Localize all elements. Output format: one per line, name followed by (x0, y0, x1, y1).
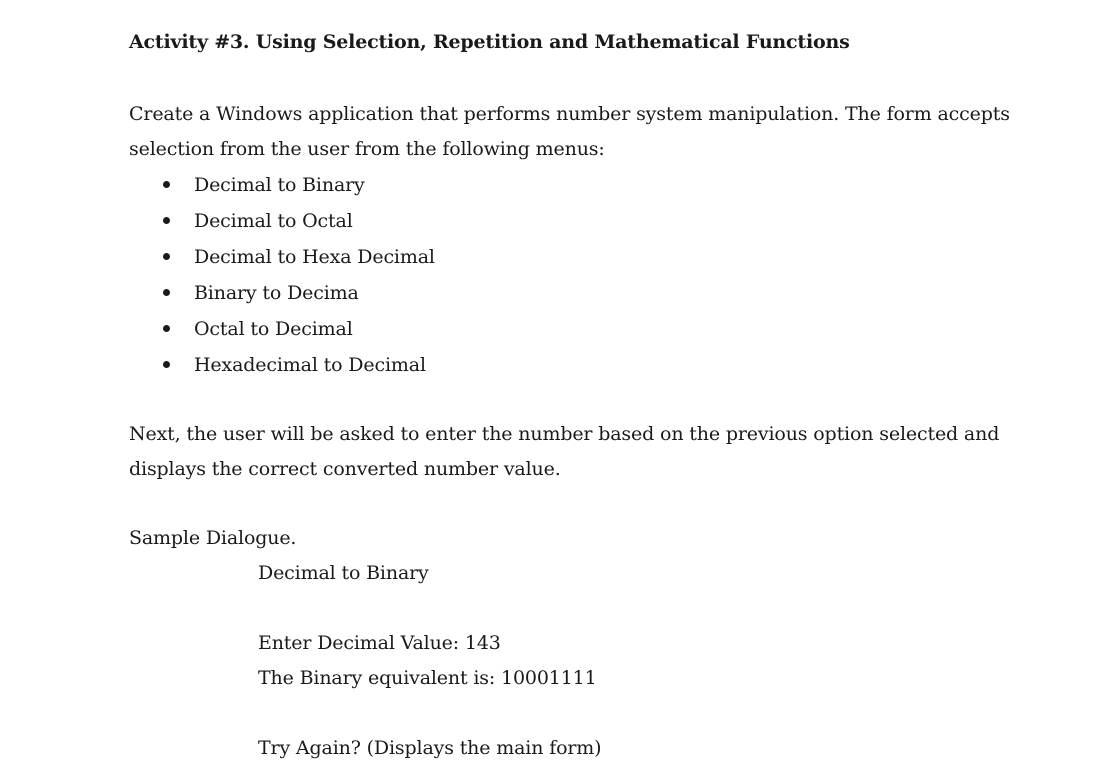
document-body (129, 28, 1049, 766)
intro-paragraph: Create a Windows application that performs number system manipulation. The form accepts selection from the user from the following menus: (129, 103, 1010, 160)
spacer (258, 591, 1049, 626)
bullet-icon (163, 253, 170, 260)
sample-result-line: The Binary equivalent is: 10001111 (258, 667, 597, 689)
bullet-icon (163, 325, 170, 332)
menu-option-label: Decimal to Octal (194, 210, 353, 232)
bullet-icon (163, 217, 170, 224)
bullet-icon (163, 181, 170, 188)
list-item (129, 239, 1049, 275)
list-item (129, 167, 1049, 203)
menu-option-label: Octal to Decimal (194, 318, 353, 340)
next-step-paragraph: Next, the user will be asked to enter the number based on the previous option selected and displays the correct converted number value. (129, 423, 1000, 480)
list-item (129, 347, 1049, 383)
menu-option-label: Decimal to Binary (194, 174, 365, 196)
bullet-icon (163, 361, 170, 368)
list-item (129, 275, 1049, 311)
menu-option-label: Binary to Decima (194, 282, 359, 304)
list-item (129, 311, 1049, 347)
sample-option-line: Decimal to Binary (258, 562, 429, 584)
menu-option-label: Decimal to Hexa Decimal (194, 246, 435, 268)
bullet-icon (163, 289, 170, 296)
menu-options-list (129, 167, 1049, 383)
sample-dialogue (129, 556, 1049, 766)
sample-dialogue-heading: Sample Dialogue. (129, 527, 297, 549)
menu-option-label: Hexadecimal to Decimal (194, 354, 426, 376)
list-item (129, 203, 1049, 239)
spacer (258, 696, 1049, 731)
sample-retry-line: Try Again? (Displays the main form) (258, 737, 602, 759)
activity-title: Activity #3. Using Selection, Repetition and Mathematical Functions (129, 31, 850, 53)
sample-prompt-line: Enter Decimal Value: 143 (258, 632, 501, 654)
